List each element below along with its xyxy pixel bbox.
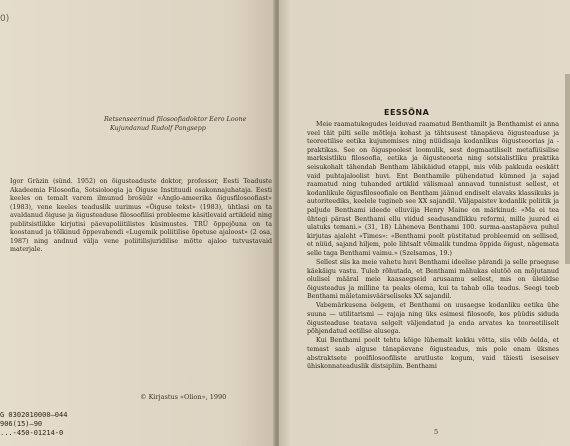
paragraph: Meie raamatukogudes leiduvad raamatud Benthamilt ja Benthamist ei anna veel täit pilti selle mõtleja kohast ja tähtsusest tänapäeva õigusteaduse ja teoreetilise eetika kujunemises ning nüüdisaja kodanlikus õigusteoorias ja -praktikas. See on õiguspoolest loomulik, sest dogmaatiliselt metafüüsilise marksistliku filosoofia, eetika ja õigusteooria ning sotsialistliku praktika seisukohalt tähendab Bentham läbikäidud etappi, mis võib pakkuda eeskätt vaid puhtajaloolist huvi. Ent Benthamile pühendatud kümned ja sajad raamatud ning tuhanded artiklid välismaal annavad tunnistust sellest, et kodanlikule õigusfilosoofiale on Bentham jäänud endiselt elavaks klassikuks ja autoriteediks, keelele tugineb see XX sajandil. Väljapaistev kodanlik poliitik ja paljude Benthami ideede elluviija Henry Maine on märkinud: «Ma ei tea ühtegi pärast Benthami ellu viidud seadusandlikku reformi, mille juured ei ulatuks temani.» (31, 18) Läheneva Benthami 100. surma-aastapäeva puhul kirjutas ajaleht «Times»: «Benthami poolt püstitatud probleemid on sellised, et nüüd, sajand hiljem, pole lihtsalt võimalik tundma õppida õigust, nägemata selle taga Benthami vaimu.» (Szelsamas, 19.) xyxy=(307,121,559,257)
paragraph: Sellest siis ka meie vahetu huvi Benthami ideelise pärandi ja selle praeguse käekäigu vastu. Tuleb rõhutada, et Benthami mähukas elutöö on mõjutanud olulisel määral meie kaasaegseid arusaamu sellest, mis on üleüldse õigusteadus ja milline ta peaks olema, kui ta tahab olla teadus. Seegi teeb Benthami mäletamisväärseliseks XX sajandil. xyxy=(307,259,559,301)
designer-credit: Kujundanud Rudolf Pangsepp xyxy=(110,124,206,132)
paragraph: Kui Benthami poolt tehtu kõige lühemalt kokku võtta, siis võib öelda, et temast saab alguse tänapäevane õigusteadus, mis pole enam üksnes abstraktsete poolfilosoofiliste arutluste kogum, vaid täiesti iseseisev ühiskonnateaduslik distsipliin. Benthami xyxy=(307,337,559,371)
credits-block xyxy=(104,115,274,133)
author-bio: Igor Gräzin (sünd. 1952) on õigusteaduste doktor, professor, Eesti Teaduste Akadeemia Filosoofia, Sotsioloogia ja Õiguse Instituudi osakonnajuhataja. Eesti keeles on temalt varem ilmunud brošüür «Anglo-ameerika õigusfilosoofiast» (1983), vene keeles teaduslik uurimus «Õiguse tekst» (1983), ühtlasi on ta avaldanud õiguse ja õigusteaduse filosoofilisi probleeme käsitlevaid artikleid ning publitsistlikke kirjutisi päevapoliitilistes küsimustes. TRÜ õppejõuna on ta koostanud ja tõlkinud õppevahendi «Lugemik poliitilise õpetuse ajaloost» (2 osa, 1987) ning andnud välja vene poliitilisjuridilise mõtte ajaloo tutvustavaid materjale. xyxy=(10,178,272,254)
foreword-text xyxy=(307,121,559,372)
page-edge-shadow xyxy=(565,74,570,264)
reviewer-credit: Retsenseerinud filosoofiadoktor Eero Loone xyxy=(104,115,247,123)
isbn-line: G 0302010000—044 xyxy=(0,411,68,419)
isbn-line: ...-450-01214-0 xyxy=(0,429,64,437)
paragraph: Vabemärkusena öelgem, et Benthami on uusaegse kodanliku eetika ühe suuna — utilitarismi — rajaja ning üks esimesi filosoofe, kes püüdis siduda õigusteaduse teatava selgelt väljendatud ja enda arvates ka teoreetiliselt põhjendatud eetilise alusega. xyxy=(307,302,559,336)
show-through-ghost-text xyxy=(95,64,100,82)
left-top-mark: 0) xyxy=(0,14,10,24)
copyright-line: © Kirjastus «Olion», 1990 xyxy=(140,393,227,401)
page-number: 5 xyxy=(434,428,439,436)
isbn-block xyxy=(0,411,67,438)
isbn-line: 906(15)—90 xyxy=(0,420,43,428)
chapter-heading: EESSÕNA xyxy=(384,108,430,117)
